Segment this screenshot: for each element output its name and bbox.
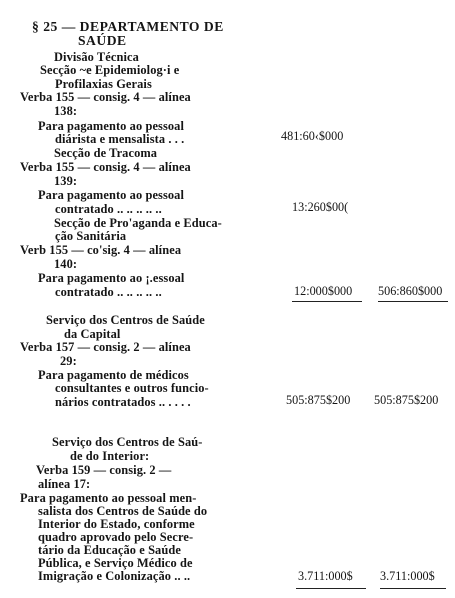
item-amount: 481:60‹$000 bbox=[281, 129, 344, 143]
verba-line: Verba 155 — consig. 4 — alínea bbox=[20, 90, 191, 104]
item-text: quadro aprovado pelo Secre- bbox=[38, 530, 194, 544]
item-text: Para pagamento de médicos bbox=[38, 368, 189, 382]
subtotal-amount: 506:860$000 bbox=[378, 284, 443, 298]
sum-rule bbox=[378, 301, 448, 302]
verba-number: alínea 17: bbox=[38, 477, 91, 491]
verba-number: 138: bbox=[54, 104, 78, 118]
item-amount: 505:875$200 bbox=[286, 393, 351, 407]
sum-rule bbox=[296, 588, 366, 589]
verba-number: 139: bbox=[54, 174, 78, 188]
section-header: Serviço dos Centros de Saúde bbox=[46, 313, 205, 327]
verba-number: 29: bbox=[60, 354, 77, 368]
verba-line: Verb 155 — co'sig. 4 — alínea bbox=[20, 243, 182, 257]
item-text: salista dos Centros de Saúde do bbox=[38, 504, 208, 518]
section-header-cont: Profilaxias Gerais bbox=[55, 77, 152, 91]
subtotal-amount: 3.711:000$ bbox=[380, 569, 435, 583]
item-text: Imigração e Colonização .. .. bbox=[38, 569, 191, 583]
verba-number: 140: bbox=[54, 257, 78, 271]
section-header: Serviço dos Centros de Saú- bbox=[52, 435, 203, 449]
section-header: Secção de Pro'aganda e Educa- bbox=[54, 216, 222, 230]
item-text: Pública, e Serviço Médico de bbox=[38, 556, 193, 570]
item-text: Interior do Estado, conforme bbox=[38, 517, 195, 531]
section-title: § 25 — DEPARTAMENTO DE bbox=[32, 19, 224, 34]
item-text: diárista e mensalista . . . bbox=[55, 132, 185, 146]
subtotal-amount: 505:875$200 bbox=[374, 393, 439, 407]
item-amount: 12:000$000 bbox=[294, 284, 353, 298]
item-text: contratado .. .. .. .. .. bbox=[55, 285, 162, 299]
item-text: consultantes e outros funcio- bbox=[55, 381, 209, 395]
section-title-cont: SAÚDE bbox=[78, 33, 127, 48]
verba-line: Verba 157 — consig. 2 — alínea bbox=[20, 340, 191, 354]
section-header-cont: ção Sanitária bbox=[55, 229, 127, 243]
division-title: Divisão Técnica bbox=[54, 50, 139, 64]
verba-line: Verba 155 — consig. 4 — alínea bbox=[20, 160, 191, 174]
sum-rule bbox=[380, 588, 446, 589]
section-header-cont: da Capital bbox=[64, 327, 121, 341]
sum-rule bbox=[292, 301, 362, 302]
item-text: Para pagamento ao ¡.essoal bbox=[38, 271, 185, 285]
item-text: Para pagamento ao pessoal men- bbox=[20, 491, 197, 505]
item-text: nários contratados .. . . . . bbox=[55, 395, 191, 409]
item-amount: 13:260$00( bbox=[292, 200, 349, 214]
verba-line: Verba 159 — consig. 2 — bbox=[36, 463, 172, 477]
item-text: Para pagamento ao pessoal bbox=[38, 188, 185, 202]
section-header: Secção de Tracoma bbox=[54, 146, 158, 160]
item-text: tário da Educação e Saúde bbox=[38, 543, 181, 557]
section-header: Secção ~e Epidemiolog·i e bbox=[40, 63, 180, 77]
item-text: contratado .. .. .. .. .. bbox=[55, 202, 162, 216]
item-text: Para pagamento ao pessoal bbox=[38, 119, 185, 133]
section-header-cont: de do Interior: bbox=[70, 449, 150, 463]
item-amount: 3.711:000$ bbox=[298, 569, 353, 583]
